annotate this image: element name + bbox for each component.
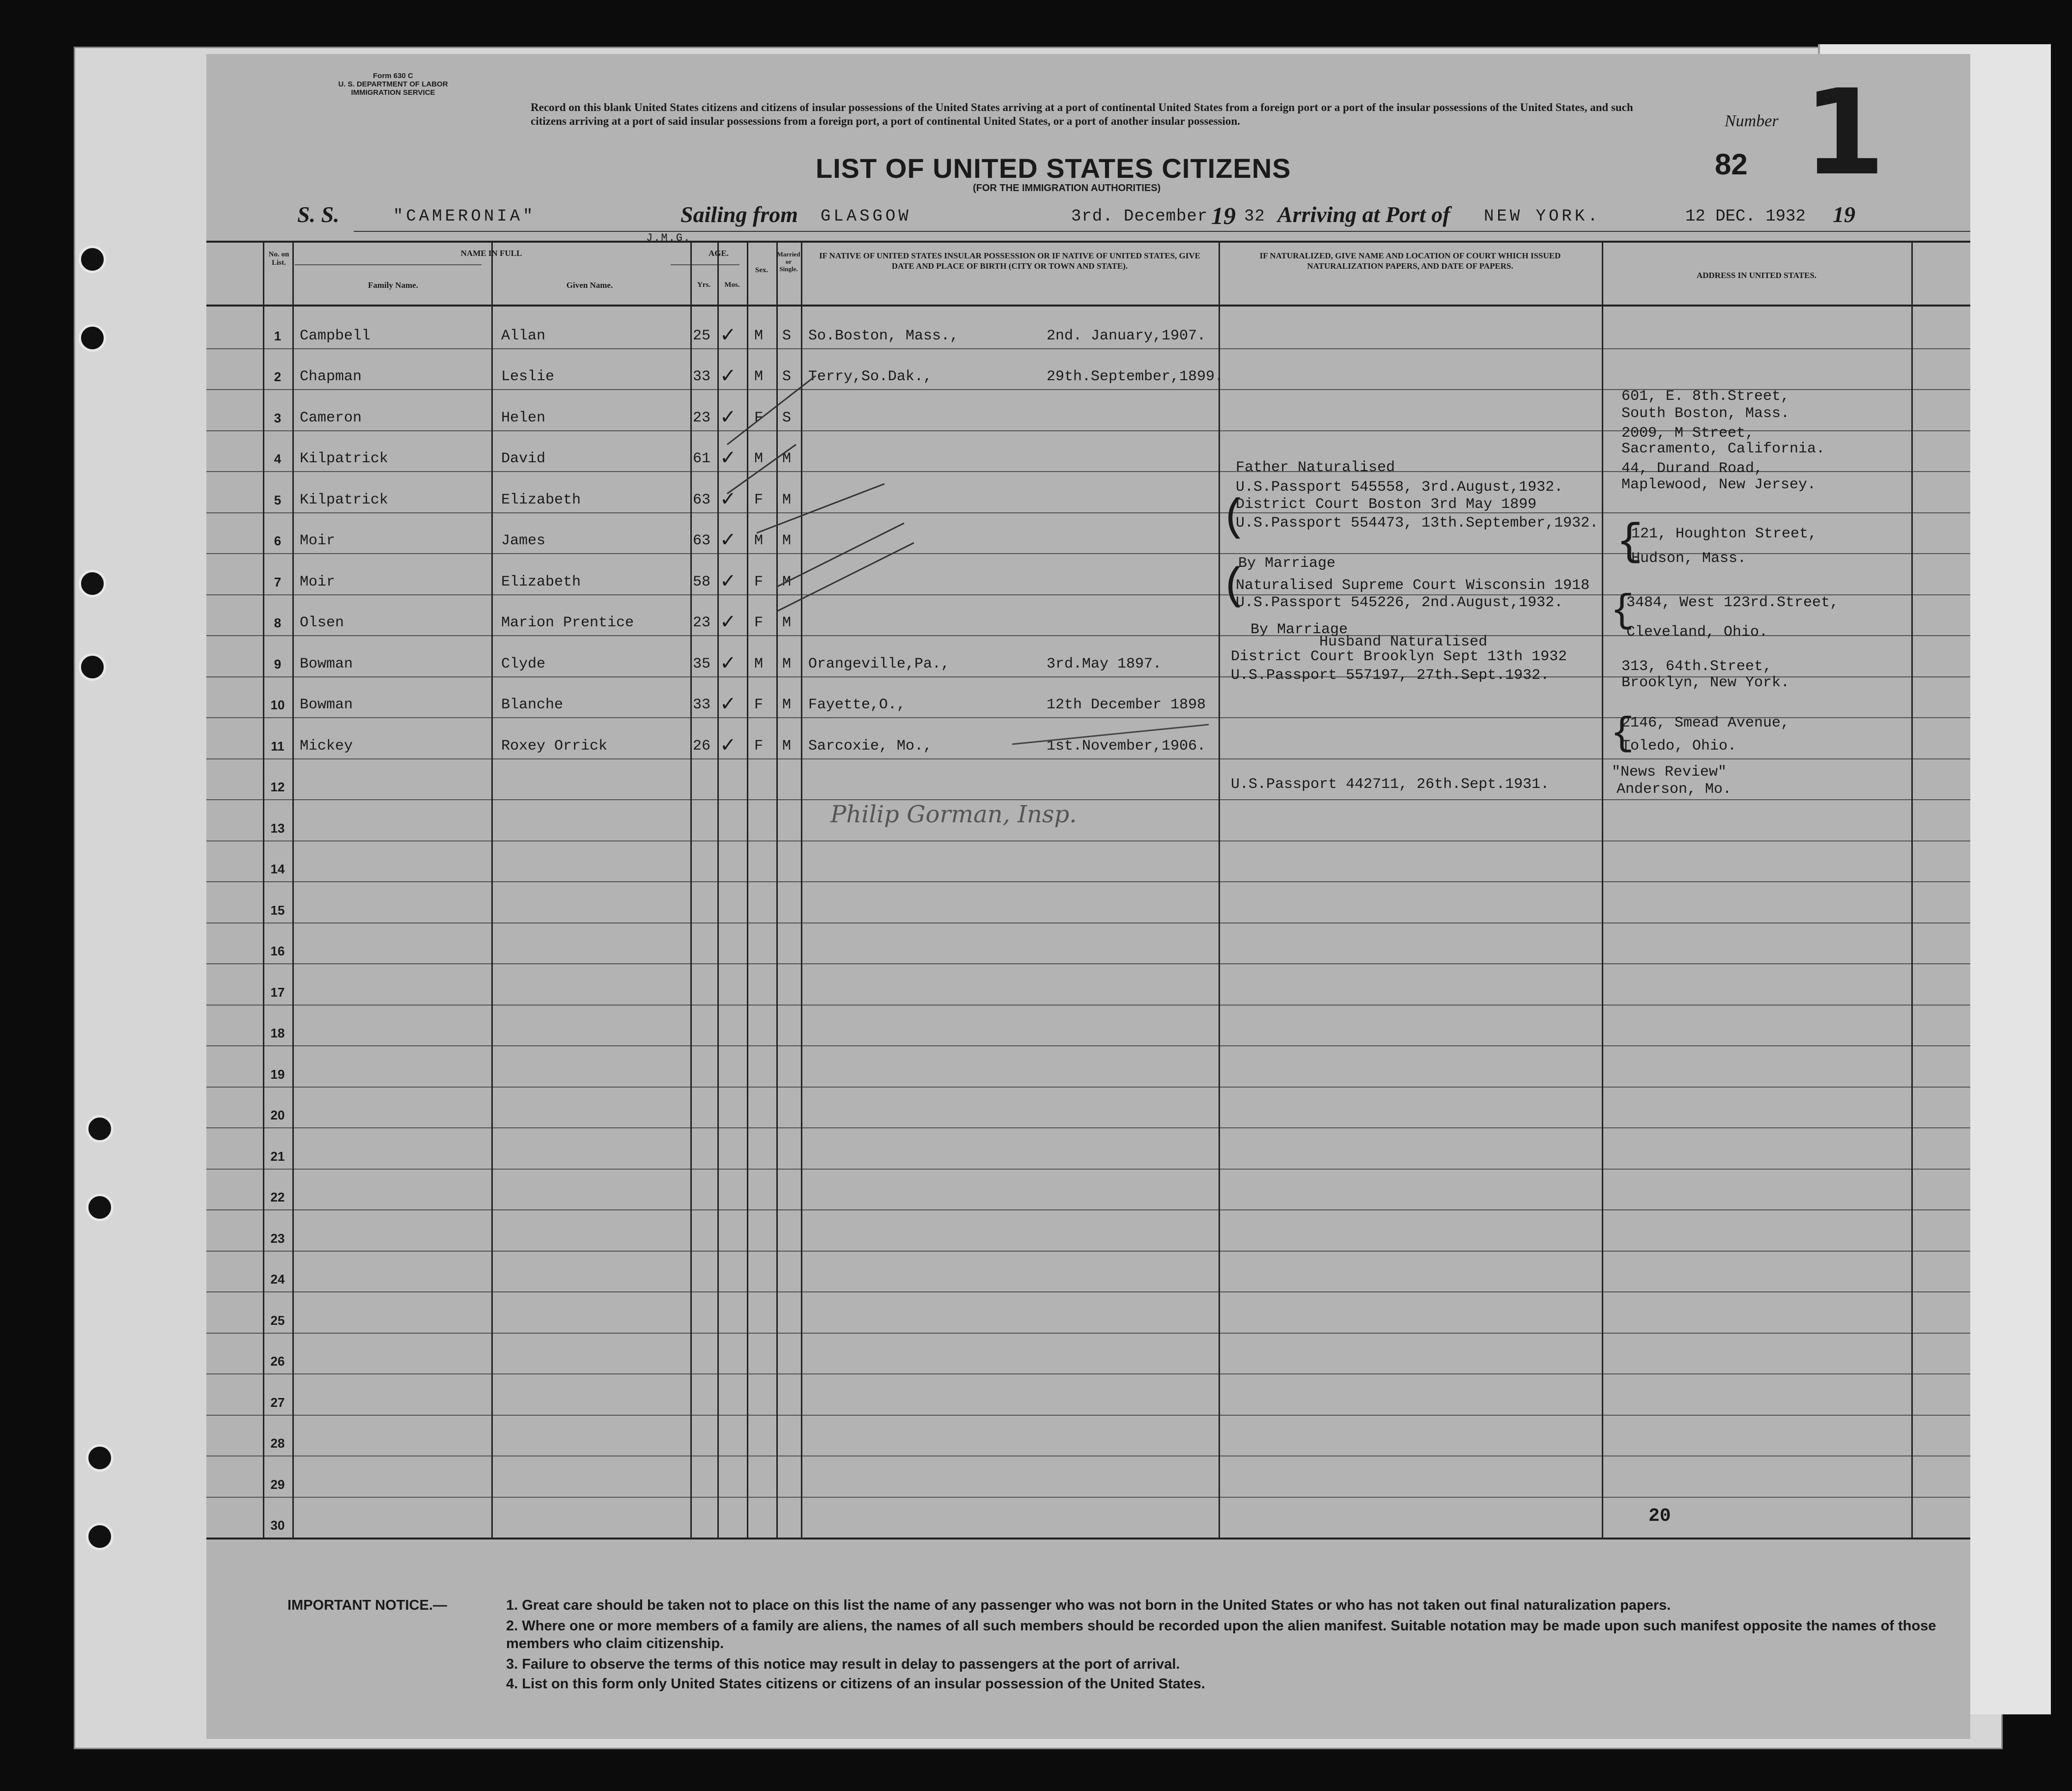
family-name: Cameron [300,409,362,426]
page-title: LIST OF UNITED STATES CITIZENS [816,153,1291,184]
sex: F [754,491,764,508]
address-line: South Boston, Mass. [1621,405,1790,422]
punch-hole [79,570,106,597]
col-rule [1219,241,1220,1538]
row-rule [206,1497,1970,1498]
given-name: Elizabeth [501,573,581,590]
address-line: "News Review" [1612,764,1727,781]
naturalization-line: U.S.Passport 557197, 27th.Sept.1932. [1231,667,1550,684]
arriving-label: Arriving at Port of [1277,202,1450,227]
pencil-checks [717,307,1209,887]
page-subtitle: (FOR THE IMMIGRATION AUTHORITIES) [973,183,1161,194]
address-line: 313, 64th.Street, [1621,658,1772,675]
naturalization-line: By Marriage [1250,621,1348,638]
header-given-name: Given Name. [566,280,613,290]
naturalization-line: District Court Brooklyn Sept 13th 1932 [1231,648,1567,665]
row-number: 27 [270,1395,285,1410]
address-line: Maplewood, New Jersey. [1621,476,1817,493]
punch-hole [86,1194,114,1221]
header-birth: IF NATIVE OF UNITED STATES INSULAR POSSESSION OR IF NATIVE OF UNITED STATES, GIVE DATE AND PLACE OF BIRTH (CITY OR TOWN AND STATE). [819,251,1200,271]
check-mark-icon: ✓ [720,447,737,469]
row-number: 8 [274,616,282,630]
row-number: 19 [270,1066,285,1082]
check-mark-icon: ✓ [720,611,737,633]
marital-status: M [782,737,792,755]
address-line: Toledo, Ohio. [1621,738,1737,755]
family-name: Mickey [300,737,353,755]
birth-date: 29th.September,1899. [1047,368,1224,385]
row-number: 26 [270,1354,285,1369]
age-years: 33 [693,697,711,713]
arrival-year-prefix: 19 [1833,202,1855,227]
notice-item: 1. Great care should be taken not to place on this list the name of any passenger who was not born in the United States or who has not taken out final naturalization papers. [506,1597,1671,1613]
year-suffix: 32 [1244,207,1265,226]
family-name: Moir [300,573,336,590]
row-number: 23 [270,1231,285,1246]
given-name: Elizabeth [501,491,581,508]
stamp-number: 82 [1715,148,1748,181]
row-rule [206,1333,1970,1334]
marital-status: S [782,327,792,344]
check-mark-icon: ✓ [720,693,737,715]
birth-date: 12th December 1898 [1047,697,1206,713]
bracket: { [1611,589,1635,634]
header-name-in-full: NAME IN FULL [460,249,522,258]
header-age: AGE. [708,249,729,258]
inspector-signature: Philip Gorman, Insp. [830,801,1077,828]
row-number: 9 [274,656,282,672]
check-mark-icon: ✓ [720,529,737,551]
given-name: Helen [501,409,546,426]
birth-place: Terry,So.Dak., [808,368,933,385]
check-mark-icon: ✓ [720,405,737,428]
sailing-label: Sailing from [681,202,798,227]
ss-label: S. S. [297,202,340,227]
row-rule [206,1373,1970,1374]
marital-status: M [782,655,792,672]
given-name: Roxey Orrick [501,737,608,755]
port-from: GLASGOW [821,207,911,226]
row-number: 5 [274,492,282,507]
row-number: 2 [274,369,282,384]
header-mos: Mos. [724,281,740,289]
naturalization-line: Naturalised Supreme Court Wisconsin 1918 [1236,577,1590,594]
page-mark: 20 [1648,1506,1671,1527]
birth-date: 1st.November,1906. [1047,737,1206,755]
row-number: 4 [274,451,282,466]
row-rule [206,1169,1970,1170]
sex: M [754,450,764,467]
row-number: 25 [270,1313,285,1328]
check-mark-icon: ✓ [720,323,737,346]
punch-hole [79,653,106,681]
row-number: 20 [270,1108,285,1122]
sex: F [754,697,764,713]
given-name: Allan [501,327,546,344]
address-line: 2009, M Street, [1621,425,1755,442]
marital-status: M [782,491,792,508]
header-no-on-list: No. on List. [268,251,289,267]
age-years: 61 [693,450,711,467]
marital-status: M [782,532,792,549]
address-line: Cleveland, Ohio. [1626,624,1768,641]
bracket: ( [1221,493,1248,543]
row-rule [206,1455,1970,1456]
list-number: 1 [1803,64,1885,201]
notice-title: IMPORTANT NOTICE.— [287,1597,447,1613]
form-label: Form 630 C U. S. DEPARTMENT OF LABOR IMMIGRATION SERVICE [338,72,448,97]
birth-place: Sarcoxie, Mo., [808,737,933,755]
notice-item: 2. Where one or more members of a family are aliens, the names of all such members should be recorded upon the alien manifest. Suitable notation may be made upon such manifest opposite the names of those members who claim citizenship. [506,1618,1936,1651]
naturalization-line: U.S.Passport 545558, 3rd.August,1932. [1236,479,1563,496]
marital-status: M [782,450,792,467]
sex: F [754,615,764,631]
table-bottom-rule [206,1538,1970,1539]
sex: M [754,327,764,344]
birth-date: 2nd. January,1907. [1047,327,1206,344]
address-line: Anderson, Mo. [1617,781,1732,798]
port-to: NEW YORK. [1484,207,1601,226]
family-name: Moir [300,532,336,549]
address-line: 44, Durand Road, [1621,460,1763,477]
row-number: 17 [270,984,285,1000]
table-top-rule [206,241,1970,243]
naturalization-line: U.S.Passport 554473, 13th.September,1932. [1236,515,1599,532]
age-years: 63 [693,532,711,549]
ship-name: "CAMERONIA" [393,207,536,226]
row-number: 13 [270,820,285,836]
row-rule [206,1045,1970,1046]
check-mark-icon: ✓ [720,733,737,756]
header-address: ADDRESS IN UNITED STATES. [1696,271,1817,280]
row-rule [206,1251,1970,1252]
address-line: 601, E. 8th.Street, [1621,388,1790,405]
family-name: Bowman [300,697,353,713]
initials: J.M.G. [646,232,691,244]
row-rule [206,1087,1970,1088]
age-years: 35 [693,655,711,672]
row-number: 28 [270,1436,285,1451]
age-group-rule [671,264,739,265]
naturalization-line: By Marriage [1238,555,1336,572]
address-line: 3484, West 123rd.Street, [1626,594,1839,611]
birth-date: 3rd.May 1897. [1047,655,1162,672]
header-family-name: Family Name. [368,280,418,290]
address-line: 2146, Smead Avenue, [1621,715,1790,731]
col-rule [1911,241,1913,1538]
voyage-underline [354,231,1970,232]
punch-hole [86,1115,114,1143]
punch-hole [79,324,106,352]
row-number: 18 [270,1026,285,1040]
row-number: 3 [274,410,282,425]
header-married-single: Married or Single. [777,251,800,273]
given-name: Marion Prentice [501,615,634,631]
notice-item: 3. Failure to observe the terms of this notice may result in delay to passengers at the port of arrival. [506,1656,1180,1672]
date-from: 3rd. December [1071,207,1208,226]
check-mark-icon: ✓ [720,651,737,674]
address-line: 121, Houghton Street, [1631,526,1817,542]
naturalization-line: U.S.Passport 545226, 2nd.August,1932. [1236,594,1563,611]
row-rule [206,1209,1970,1210]
age-years: 58 [693,573,711,590]
row-number: 15 [270,902,285,918]
sex: F [754,737,764,755]
col-rule [690,241,692,1538]
bracket: { [1617,518,1644,568]
sex: F [754,573,764,590]
notice-item: 4. List on this form only United States citizens or citizens of an insular possession of the United States. [506,1676,1205,1692]
row-number: 29 [270,1477,285,1492]
age-years: 33 [693,368,711,385]
given-name: David [501,450,546,467]
row-number: 14 [270,862,285,876]
row-number: 22 [270,1190,285,1204]
row-number: 11 [271,738,284,754]
row-number: 16 [270,944,285,958]
row-number: 1 [274,328,282,343]
year-prefix: 19 [1211,202,1236,229]
birth-place: Fayette,O., [808,697,906,713]
row-number: 6 [274,533,282,548]
check-mark-icon: ✓ [720,569,737,592]
bracket: { [1611,712,1635,756]
given-name: Clyde [501,655,546,672]
row-number: 10 [270,698,285,712]
address-line: Hudson, Mass. [1631,550,1747,567]
row-number: 21 [270,1148,285,1164]
family-name: Kilpatrick [300,450,389,467]
arrival-date: 12 DEC. 1932 [1685,207,1806,226]
header-bottom-rule [206,305,1970,307]
col-rule [491,241,493,1538]
citizen-table [206,241,1970,1538]
bracket: ( [1221,562,1248,612]
family-name: Chapman [300,368,362,385]
col-rule [292,241,294,1538]
birth-place: Orangeville,Pa., [808,655,950,672]
row-number: 30 [270,1518,285,1533]
family-name: Campbell [300,327,371,344]
check-mark-icon: ✓ [720,487,737,510]
age-years: 23 [693,409,711,426]
family-name: Olsen [300,615,344,631]
marital-status: M [782,615,792,631]
record-instructions: Record on this blank United States citizens and citizens of insular possessions of the United States arriving at a port of continental United States from a foreign port or a port of the insular possessions of the United States, and such citizens arriving at a port of said insular possessions from a foreign port, a port of continental United States, or a port of another insular possession. [531,101,1633,127]
row-number: 24 [270,1272,285,1287]
given-name: Blanche [501,697,564,713]
sex: M [754,655,764,672]
row-rule [206,1127,1970,1128]
marital-status: M [782,573,792,590]
punch-hole [86,1523,114,1550]
header-naturalized: IF NATURALIZED, GIVE NAME AND LOCATION OF COURT WHICH ISSUED NATURALIZATION PAPERS, AND DATE OF PAPERS. [1259,251,1561,271]
sex: F [754,409,764,426]
row-rule [206,1291,1970,1292]
sex: M [754,368,764,385]
punch-hole [86,1444,114,1472]
row-number: 12 [270,780,285,794]
row-rule [206,1415,1970,1416]
check-mark-icon: ✓ [720,364,737,387]
number-label: Number [1725,112,1779,130]
header-sex: Sex. [755,266,768,274]
sex: M [754,532,764,549]
age-years: 63 [693,491,711,508]
col-rule [263,241,264,1538]
marital-status: S [782,368,792,385]
family-name: Kilpatrick [300,491,389,508]
birth-place: So.Boston, Mass., [808,327,959,344]
marital-status: S [782,409,792,426]
naturalization-line: U.S.Passport 442711, 26th.Sept.1931. [1231,776,1550,793]
punch-hole [79,246,106,273]
name-group-rule [295,264,482,265]
row-rule [206,963,1970,964]
naturalization-line: District Court Boston 3rd May 1899 [1236,496,1537,513]
given-name: Leslie [501,368,555,385]
age-years: 23 [693,615,711,631]
family-name: Bowman [300,655,353,672]
header-yrs: Yrs. [697,281,711,289]
marital-status: M [782,697,792,713]
col-rule [1602,241,1603,1538]
row-rule [206,1005,1970,1006]
age-years: 26 [693,737,711,755]
address-line: Brooklyn, New York. [1621,674,1790,691]
age-years: 25 [693,327,711,344]
manifest-sheet [206,54,1970,1739]
row-number: 7 [274,574,282,589]
naturalization-line: Father Naturalised [1236,459,1395,476]
given-name: James [501,532,546,549]
naturalization-line: Husband Naturalised [1319,634,1488,650]
address-line: Sacramento, California. [1621,441,1825,457]
